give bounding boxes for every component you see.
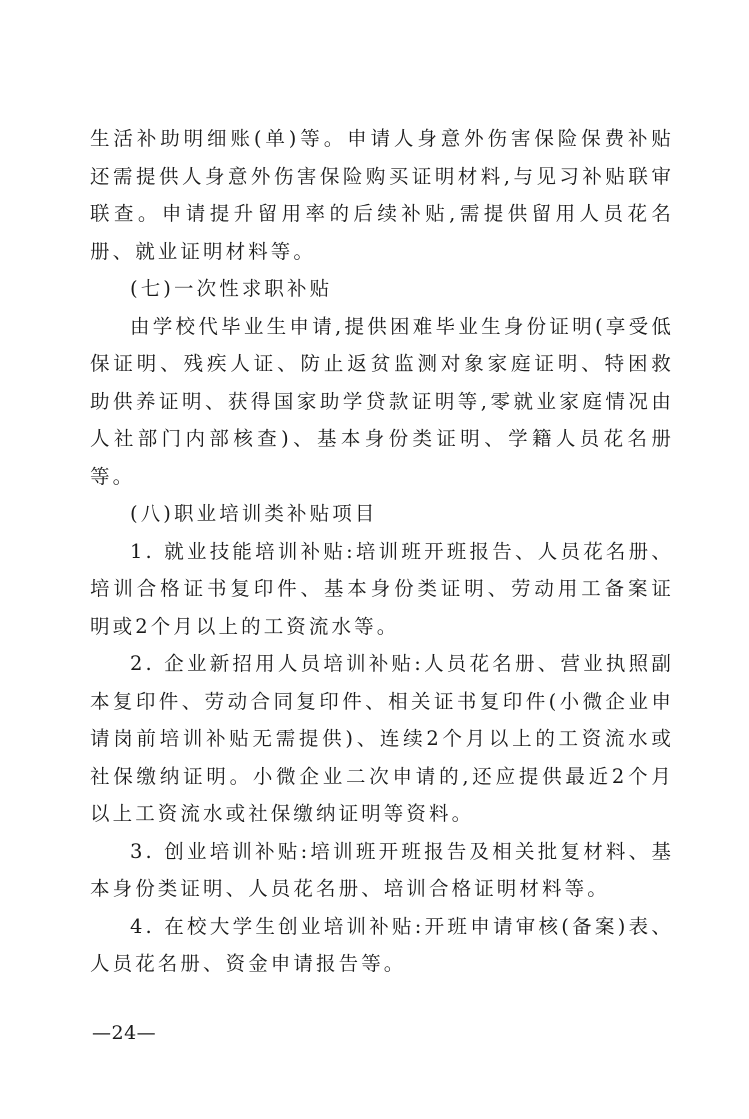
section-heading-8: (八)职业培训类补贴项目 xyxy=(130,502,378,525)
page-number: —24— xyxy=(92,1022,157,1044)
paragraph-job-search-subsidy: 由学校代毕业生申请,提供困难毕业生身份证明(享受低保证明、残疾人证、防止返贫监测对象家庭证明、特困救助供养证明、获得国家助学贷款证明等,零就业家庭情况由人社部门内部核查)、基本身份类证明、学籍人员花名册等。 xyxy=(90,314,674,488)
paragraph-item-2: 2. 企业新招用人员培训补贴:人员花名册、营业执照副本复印件、劳动合同复印件、相关证书复印件(小微企业申请岗前培训补贴无需提供)、连续2个月以上的工资流水或社保缴纳证明。小微企业二次申请的,还应提供最近2个月以上工资流水或社保缴纳证明等资料。 xyxy=(90,652,674,825)
paragraph-item-3: 3. 创业培训补贴:培训班开班报告及相关批复材料、基本身份类证明、人员花名册、培训合格证明材料等。 xyxy=(90,839,674,900)
paragraph-item-4: 4. 在校大学生创业培训补贴:开班申请审核(备案)表、人员花名册、资金申请报告等。 xyxy=(90,914,674,975)
document-body xyxy=(90,120,674,983)
paragraph-continuation: 生活补助明细账(单)等。申请人身意外伤害保险保费补贴还需提供人身意外伤害保险购买证明材料,与见习补贴联审联查。申请提升留用率的后续补贴,需提供留用人员花名册、就业证明材料等。 xyxy=(90,127,674,263)
section-heading-7: (七)一次性求职补贴 xyxy=(130,277,333,300)
paragraph-item-1: 1. 就业技能培训补贴:培训班开班报告、人员花名册、培训合格证书复印件、基本身份类证明、劳动用工备案证明或2个月以上的工资流水等。 xyxy=(90,539,674,638)
